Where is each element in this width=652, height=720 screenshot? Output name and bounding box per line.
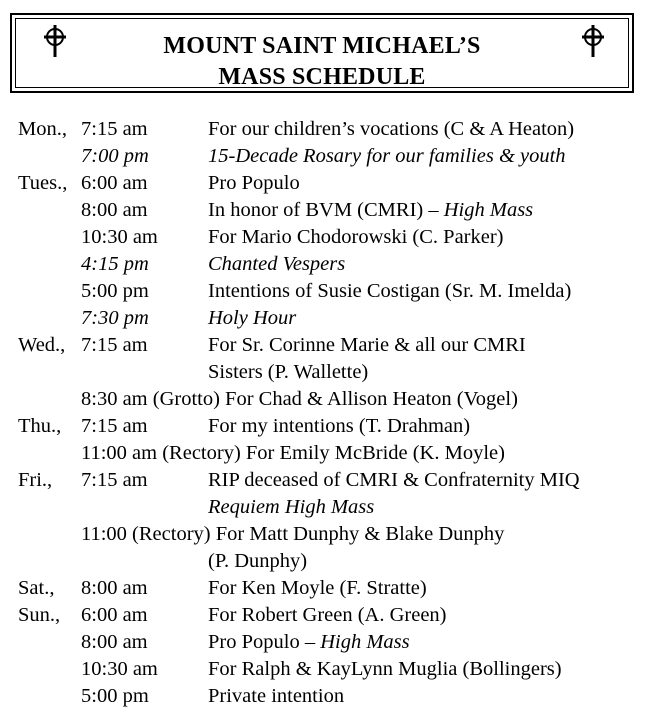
intention-text: Chanted Vespers [208,253,346,275]
schedule-day: Tues., [18,172,68,194]
schedule-intention [208,548,307,575]
schedule-time: 7:00 pm [81,145,149,167]
schedule-day: Thu., [18,415,62,437]
cross-icon [580,24,606,58]
schedule-intention [208,413,470,440]
intention-text: For Sr. Corinne Marie & all our CMRI [208,334,526,356]
schedule-time: 10:30 am [81,226,158,248]
title-line-1: MOUNT SAINT MICHAEL’S [163,33,481,59]
intention-text: For Mario Chodorowski (C. Parker) [208,226,504,248]
mass-schedule-list [0,116,652,710]
schedule-time: 6:00 am [81,172,148,194]
schedule-intention [208,359,368,386]
schedule-row [0,251,652,278]
schedule-intention [208,494,374,521]
intention-note: High Mass [443,199,534,221]
schedule-time: 8:00 am [81,199,148,221]
schedule-intention [208,224,504,251]
intention-text: Requiem High Mass [208,496,375,518]
schedule-row [0,602,652,629]
intention-text: For Ralph & KayLynn Muglia (Bollingers) [208,658,562,680]
intention-text: For my intentions (T. Drahman) [208,415,471,437]
schedule-row [0,170,652,197]
schedule-row [0,332,652,359]
schedule-day: Wed., [18,334,66,356]
schedule-row [0,575,652,602]
schedule-row [0,548,652,575]
schedule-time: 5:00 pm [81,280,149,302]
intention-text: For Robert Green (A. Green) [208,604,447,626]
schedule-day: Sun., [18,604,61,626]
schedule-time: 10:30 am [81,658,158,680]
schedule-intention [208,656,562,683]
schedule-intention [208,575,427,602]
schedule-row [0,386,652,413]
intention-text: Holy Hour [208,307,297,329]
schedule-time: 7:15 am [81,334,148,356]
schedule-row [0,305,652,332]
intention-text: For Ken Moyle (F. Stratte) [208,577,427,599]
intention-text: For our children’s vocations (C & A Heaton) [208,118,575,140]
schedule-time: 8:00 am [81,577,148,599]
header-inner-border [15,18,629,88]
schedule-day: Fri., [18,469,53,491]
schedule-day: Sat., [18,577,55,599]
schedule-row [0,683,652,710]
intention-text: Pro Populo – [208,631,321,653]
schedule-row [0,413,652,440]
schedule-row [0,197,652,224]
schedule-intention [208,602,447,629]
schedule-row [0,359,652,386]
schedule-time: 8:30 am (Grotto) For Chad & Allison Heaton (Vogel) [81,388,518,410]
schedule-intention [208,116,574,143]
schedule-row [0,440,652,467]
schedule-row [0,521,652,548]
schedule-time: 11:00 am (Rectory) For Emily McBride (K. Moyle) [81,442,505,464]
schedule-row [0,224,652,251]
schedule-row [0,467,652,494]
schedule-time: 7:15 am [81,415,148,437]
schedule-row [0,278,652,305]
schedule-row [0,143,652,170]
intention-text: Sisters (P. Wallette) [208,361,369,383]
intention-text: In honor of BVM (CMRI) – [208,199,444,221]
schedule-time: 8:00 am [81,631,148,653]
schedule-time: 6:00 am [81,604,148,626]
intention-text: (P. Dunphy) [208,550,308,572]
schedule-intention [208,197,533,224]
schedule-intention [208,170,300,197]
schedule-intention [208,467,580,494]
intention-text: Intentions of Susie Costigan (Sr. M. Imelda) [208,280,572,302]
schedule-time: 5:00 pm [81,685,149,707]
schedule-row [0,656,652,683]
schedule-time: 7:15 am [81,469,148,491]
schedule-header [10,13,634,93]
intention-text: Pro Populo [208,172,300,194]
schedule-time: 4:15 pm [81,253,149,275]
title-line-2: MASS SCHEDULE [218,64,426,90]
intention-text: 15-Decade Rosary for our families & youth [208,145,566,167]
schedule-intention [208,332,526,359]
schedule-row [0,629,652,656]
intention-note: High Mass [320,631,410,653]
schedule-intention [208,278,571,305]
intention-text: RIP deceased of CMRI & Confraternity MIQ [208,469,580,491]
schedule-row [0,116,652,143]
schedule-intention [208,683,344,710]
schedule-intention [208,143,566,170]
schedule-time: 7:30 pm [81,307,149,329]
schedule-day: Mon., [18,118,67,140]
schedule-intention [208,629,410,656]
schedule-intention [208,305,296,332]
schedule-row [0,494,652,521]
schedule-time: 11:00 (Rectory) For Matt Dunphy & Blake Dunphy [81,523,505,545]
schedule-time: 7:15 am [81,118,148,140]
intention-text: Private intention [208,685,345,707]
schedule-intention [208,251,345,278]
